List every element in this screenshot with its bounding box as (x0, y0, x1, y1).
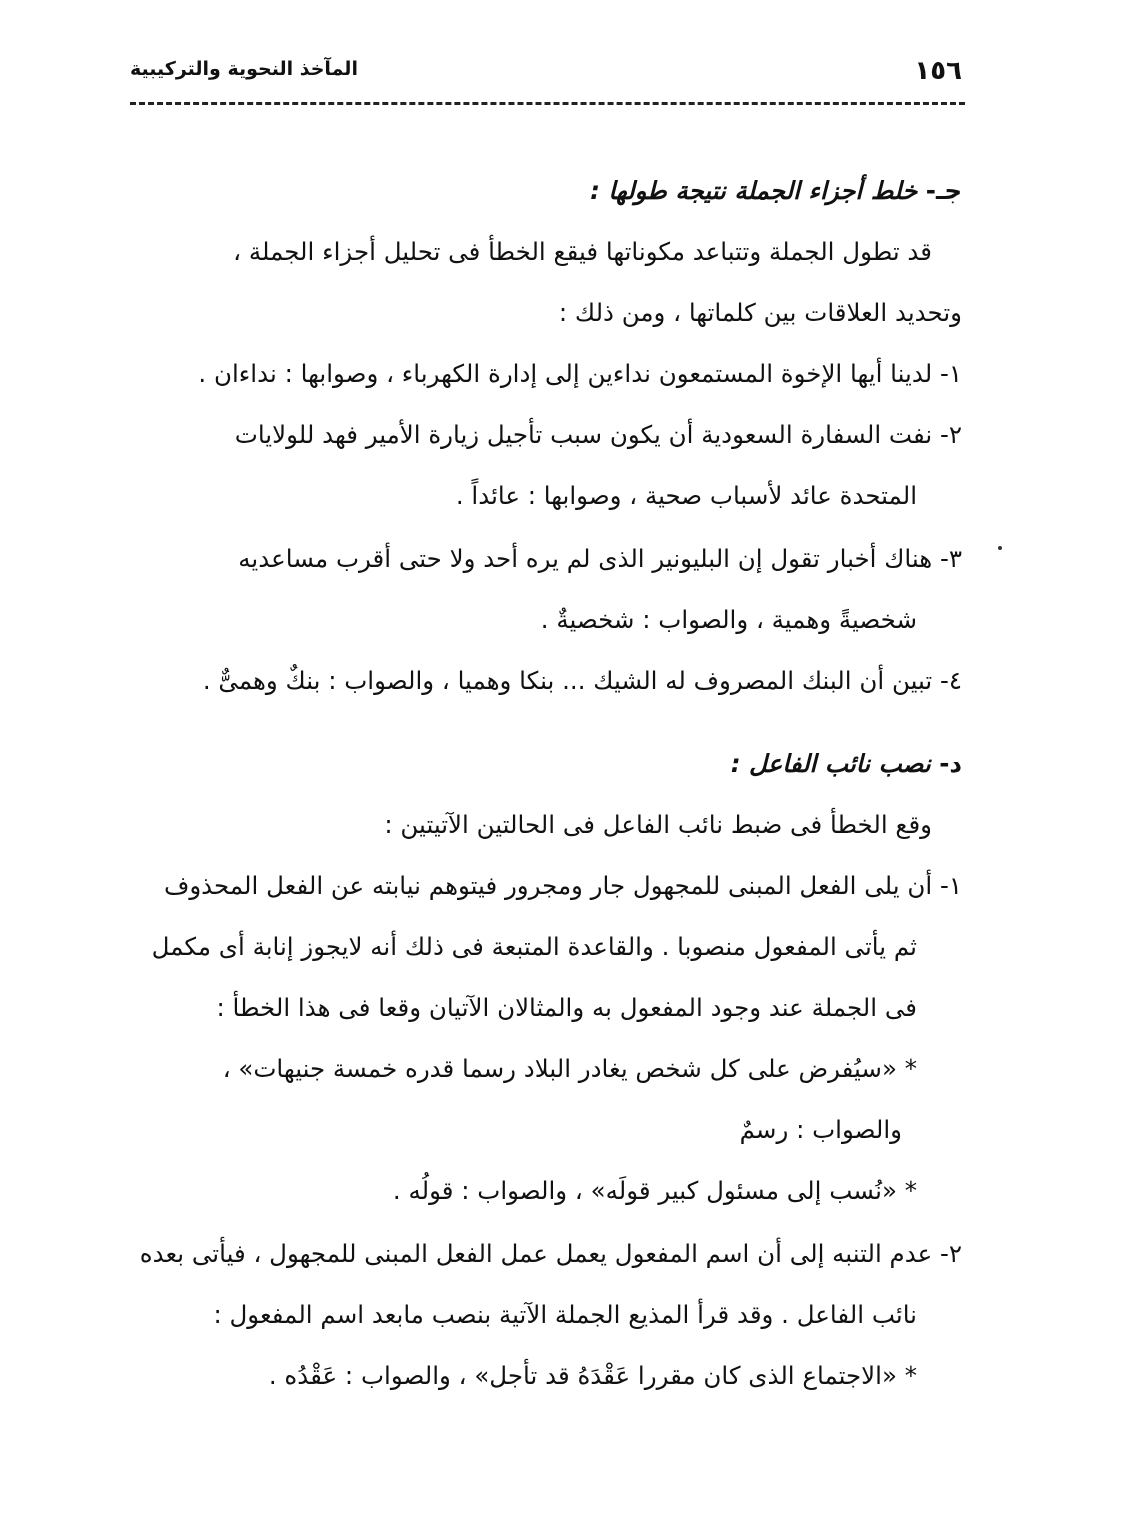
list-item: ٤- تبين أن البنك المصروف له الشيك ... بنكا وهميا ، والصواب : بنكٌ وهمىٌّ . (202, 666, 962, 695)
list-item-continuation: ثم يأتى المفعول منصوبا . والقاعدة المتبعة فى ذلك أنه لايجوز إنابة أى مكمل (151, 932, 917, 961)
example-line: * «الاجتماع الذى كان مقررا عَقْدَهُ قد تأجل» ، والصواب : عَقْدُه . (268, 1361, 917, 1390)
list-item-continuation: المتحدة عائد لأسباب صحية ، وصوابها : عائداً . (455, 481, 917, 510)
list-item-continuation: فى الجملة عند وجود المفعول به والمثالان الآتيان وقعا فى هذا الخطأ : (216, 993, 917, 1022)
running-title: المآخذ النحوية والتركيبية (130, 58, 358, 80)
section-c-title: خلط أجزاء الجملة نتيجة طولها : (590, 176, 918, 205)
scan-speck (998, 546, 1002, 550)
example-line: * «سيُفرض على كل شخص يغادر البلاد رسما قدره خمسة جنيهات» ، (222, 1054, 917, 1083)
section-c-intro-line: قد تطول الجملة وتتباعد مكوناتها فيقع الخطأ فى تحليل أجزاء الجملة ، (233, 237, 932, 266)
list-item: ٢- عدم التنبه إلى أن اسم المفعول يعمل عمل الفعل المبنى للمجهول ، فيأتى بعده (139, 1239, 962, 1268)
page-body (128, 160, 962, 1406)
section-c-intro-line: وتحديد العلاقات بين كلماتها ، ومن ذلك : (558, 298, 962, 327)
list-item: ٣- هناك أخبار تقول إن البليونير الذى لم يره أحد ولا حتى أقرب مساعديه (238, 544, 962, 573)
section-c-heading (128, 160, 962, 221)
page-number: ١٥٦ (914, 56, 962, 86)
section-d-title: نصب نائب الفاعل : (730, 749, 931, 778)
section-d-letter: د- (939, 749, 962, 778)
list-item: ١- لدينا أيها الإخوة المستمعون نداءين إلى إدارة الكهرباء ، وصوابها : نداءان . (198, 359, 962, 388)
section-d-heading (128, 733, 962, 794)
example-line: * «نُسب إلى مسئول كبير قولَه» ، والصواب : قولُه . (392, 1176, 917, 1205)
list-item-continuation: شخصيةً وهمية ، والصواب : شخصيةٌ . (540, 605, 917, 634)
header-rule (130, 102, 965, 105)
list-item: ٢- نفت السفارة السعودية أن يكون سبب تأجيل زيارة الأمير فهد للولايات (234, 420, 962, 449)
section-c-letter: جـ- (925, 176, 962, 205)
list-item-continuation: نائب الفاعل . وقد قرأ المذيع الجملة الآتية بنصب مابعد اسم المفعول : (213, 1300, 917, 1329)
page-header (130, 50, 962, 90)
list-item: ١- أن يلى الفعل المبنى للمجهول جار ومجرور فيتوهم نيابته عن الفعل المحذوف (163, 871, 962, 900)
example-continuation: والصواب : رسمٌ (739, 1115, 902, 1144)
section-d-intro: وقع الخطأ فى ضبط نائب الفاعل فى الحالتين الآتيتين : (384, 810, 932, 839)
